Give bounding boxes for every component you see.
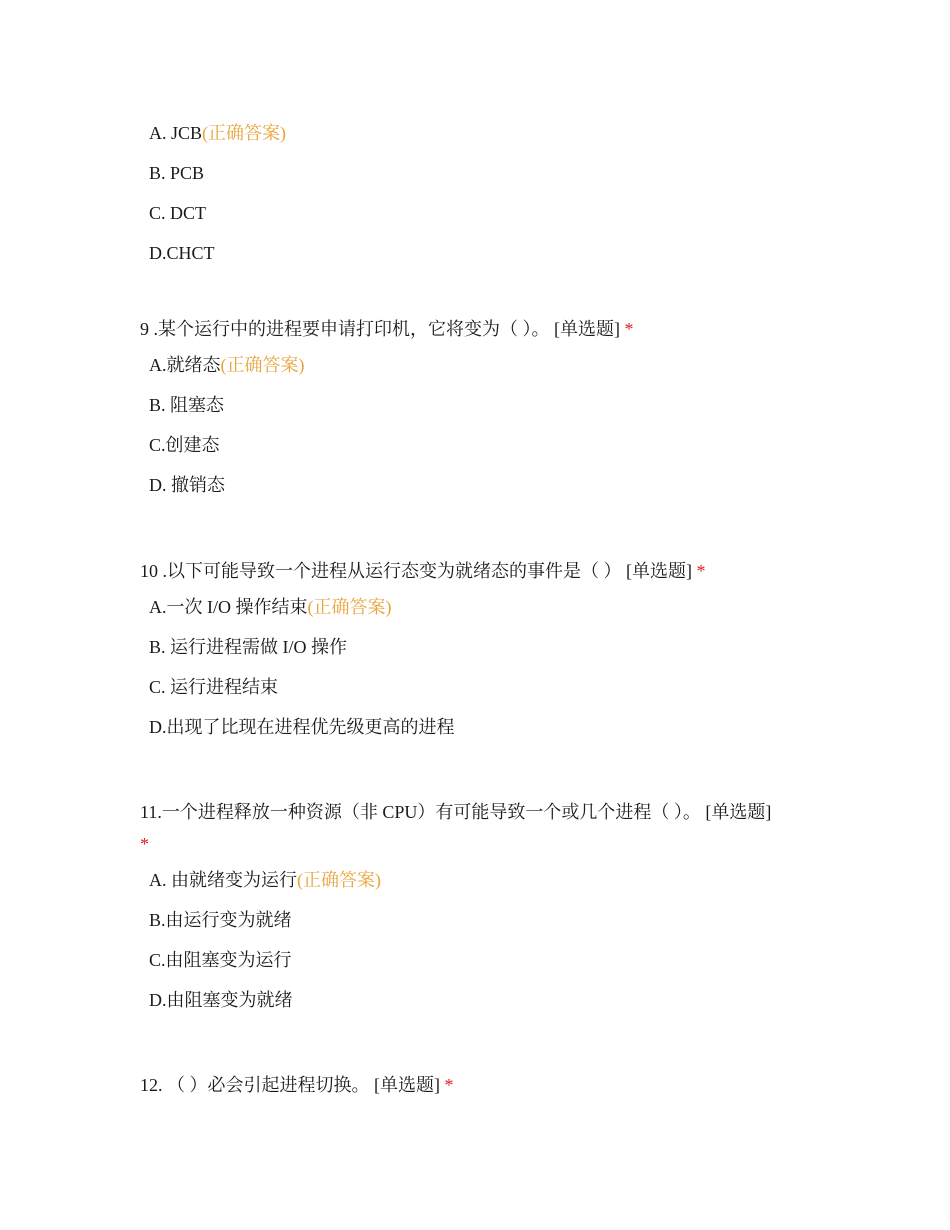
required-mark: *: [444, 1075, 454, 1095]
question-10-block: [140, 555, 820, 755]
option-c: C.创建态: [149, 435, 220, 455]
option-a: A. 由就绪变为运行(正确答案): [149, 870, 381, 890]
correct-answer-marker: (正确答案): [220, 355, 305, 375]
option-c: C. 运行进程结束: [149, 677, 279, 697]
question-9-block: [140, 313, 820, 513]
option-a: A. JCB(正确答案): [149, 123, 287, 143]
option-d: D.CHCT: [149, 243, 215, 263]
option-b: B. PCB: [149, 163, 205, 183]
question-9-text: 9 .某个运行中的进程要申请打印机，它将变为（ ）。 [单选题] *: [140, 319, 634, 339]
option-b: B. 运行进程需做 I/O 操作: [149, 637, 347, 657]
option-d: D.由阻塞变为就绪: [149, 990, 293, 1010]
option-b: B. 阻塞态: [149, 395, 225, 415]
question-10-text: 10 .以下可能导致一个进程从运行态变为就绪态的事件是（ ） [单选题] *: [140, 561, 706, 581]
required-mark: *: [140, 834, 149, 854]
question-12-block: [140, 1069, 820, 1109]
required-mark: *: [696, 561, 706, 581]
option-a: A.就绪态(正确答案): [149, 355, 305, 375]
option-d: D.出现了比现在进程优先级更高的进程: [149, 717, 455, 737]
required-mark: *: [624, 319, 634, 339]
option-c: C. DCT: [149, 203, 207, 223]
question-11-block: [140, 796, 820, 1028]
option-d: D. 撤销态: [149, 475, 225, 495]
option-a: A.一次 I/O 操作结束(正确答案): [149, 597, 392, 617]
correct-answer-marker: (正确答案): [307, 597, 392, 617]
option-b: B.由运行变为就绪: [149, 910, 292, 930]
question-12-text: 12. （ ）必会引起进程切换。 [单选题] *: [140, 1075, 454, 1095]
question-8-block: [140, 121, 820, 281]
correct-answer-marker: (正确答案): [202, 123, 287, 143]
correct-answer-marker: (正确答案): [297, 870, 381, 890]
option-c: C.由阻塞变为运行: [149, 950, 292, 970]
question-11-text: 11.一个进程释放一种资源（非 CPU）有可能导致一个或几个进程（ ）。 [单选题] *: [140, 802, 772, 854]
